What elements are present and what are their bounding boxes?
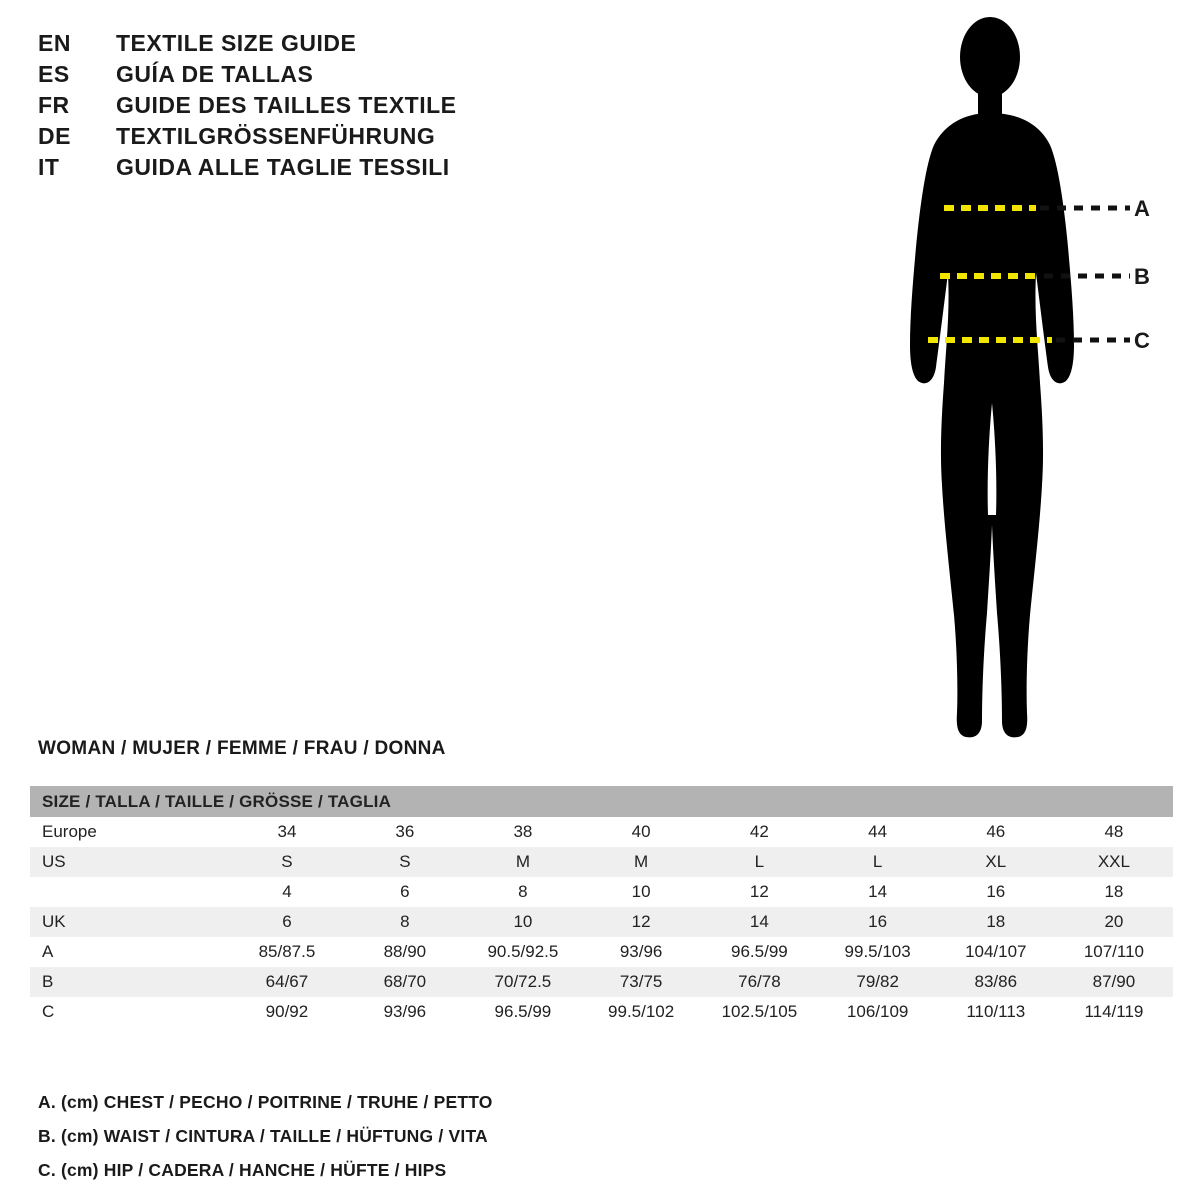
title-text-en: TEXTILE SIZE GUIDE xyxy=(116,30,357,56)
row-label-us: US xyxy=(30,847,228,877)
cell: 44 xyxy=(819,817,937,847)
table-row xyxy=(30,847,1173,877)
cell: M xyxy=(464,847,582,877)
table-header-row xyxy=(30,786,1173,817)
cell: 42 xyxy=(700,817,818,847)
size-table xyxy=(30,786,1173,1027)
row-label-europe: Europe xyxy=(30,817,228,847)
legend-line-a: A. (cm) CHEST / PECHO / POITRINE / TRUHE / PETTO xyxy=(38,1092,493,1112)
table-row xyxy=(30,937,1173,967)
cell: 87/90 xyxy=(1055,967,1173,997)
title-lang-en: EN xyxy=(38,30,71,56)
measurement-legend xyxy=(38,1092,738,1194)
title-lang-fr: FR xyxy=(38,92,70,118)
cell: XL xyxy=(937,847,1055,877)
title-text-de: TEXTILGRÖSSENFÜHRUNG xyxy=(116,123,436,149)
cell: 85/87.5 xyxy=(228,937,346,967)
cell: 8 xyxy=(346,907,464,937)
cell: 18 xyxy=(1055,877,1173,907)
title-text-es: GUÍA DE TALLAS xyxy=(116,61,314,87)
title-block xyxy=(38,30,598,185)
cell: 88/90 xyxy=(346,937,464,967)
cell: 8 xyxy=(464,877,582,907)
cell: 64/67 xyxy=(228,967,346,997)
table-row xyxy=(30,997,1173,1027)
row-label-b: B xyxy=(30,967,228,997)
cell: S xyxy=(346,847,464,877)
cell: 6 xyxy=(228,907,346,937)
cell: 4 xyxy=(228,877,346,907)
row-label-c: C xyxy=(30,997,228,1027)
measure-label-b: B xyxy=(1134,264,1150,289)
cell: 96.5/99 xyxy=(700,937,818,967)
cell: 110/113 xyxy=(937,997,1055,1027)
cell: 93/96 xyxy=(582,937,700,967)
cell: 114/119 xyxy=(1055,997,1173,1027)
legend-line-c: C. (cm) HIP / CADERA / HANCHE / HÜFTE / HIPS xyxy=(38,1160,447,1180)
title-row xyxy=(38,61,598,88)
cell: 36 xyxy=(346,817,464,847)
cell: 34 xyxy=(228,817,346,847)
cell: 14 xyxy=(819,877,937,907)
measure-label-c: C xyxy=(1134,328,1150,353)
cell: 68/70 xyxy=(346,967,464,997)
measure-label-a: A xyxy=(1134,196,1150,221)
cell: 14 xyxy=(700,907,818,937)
cell: 76/78 xyxy=(700,967,818,997)
cell: 46 xyxy=(937,817,1055,847)
cell: 20 xyxy=(1055,907,1173,937)
cell: 16 xyxy=(937,877,1055,907)
cell: 16 xyxy=(819,907,937,937)
title-row xyxy=(38,92,598,119)
cell: 73/75 xyxy=(582,967,700,997)
cell: L xyxy=(819,847,937,877)
cell: 6 xyxy=(346,877,464,907)
cell: 10 xyxy=(464,907,582,937)
cell: 106/109 xyxy=(819,997,937,1027)
female-silhouette-icon xyxy=(840,15,1190,755)
cell: 104/107 xyxy=(937,937,1055,967)
cell: 48 xyxy=(1055,817,1173,847)
table-header-label: SIZE / TALLA / TAILLE / GRÖSSE / TAGLIA xyxy=(30,786,1173,817)
body-measurement-figure xyxy=(840,15,1190,755)
title-row xyxy=(38,154,598,181)
cell: 99.5/103 xyxy=(819,937,937,967)
cell: 79/82 xyxy=(819,967,937,997)
cell: 18 xyxy=(937,907,1055,937)
cell: 90.5/92.5 xyxy=(464,937,582,967)
cell: 40 xyxy=(582,817,700,847)
cell: 83/86 xyxy=(937,967,1055,997)
cell: 93/96 xyxy=(346,997,464,1027)
row-label-us-numeric xyxy=(30,877,228,907)
cell: 12 xyxy=(700,877,818,907)
cell: 96.5/99 xyxy=(464,997,582,1027)
cell: S xyxy=(228,847,346,877)
cell: XXL xyxy=(1055,847,1173,877)
cell: 10 xyxy=(582,877,700,907)
legend-line-b: B. (cm) WAIST / CINTURA / TAILLE / HÜFTUNG / VITA xyxy=(38,1126,488,1146)
title-lang-de: DE xyxy=(38,123,71,149)
title-lang-it: IT xyxy=(38,154,60,180)
cell: 107/110 xyxy=(1055,937,1173,967)
table-row xyxy=(30,877,1173,907)
cell: 99.5/102 xyxy=(582,997,700,1027)
title-row xyxy=(38,123,598,150)
table-row xyxy=(30,817,1173,847)
cell: L xyxy=(700,847,818,877)
title-text-it: GUIDA ALLE TAGLIE TESSILI xyxy=(116,154,450,180)
cell: 102.5/105 xyxy=(700,997,818,1027)
title-row xyxy=(38,30,598,57)
table-row xyxy=(30,967,1173,997)
table-row xyxy=(30,907,1173,937)
section-heading-woman: WOMAN / MUJER / FEMME / FRAU / DONNA xyxy=(38,738,446,759)
row-label-a: A xyxy=(30,937,228,967)
row-label-uk: UK xyxy=(30,907,228,937)
cell: 90/92 xyxy=(228,997,346,1027)
cell: M xyxy=(582,847,700,877)
cell: 70/72.5 xyxy=(464,967,582,997)
title-text-fr: GUIDE DES TAILLES TEXTILE xyxy=(116,92,457,118)
cell: 38 xyxy=(464,817,582,847)
title-lang-es: ES xyxy=(38,61,70,87)
cell: 12 xyxy=(582,907,700,937)
